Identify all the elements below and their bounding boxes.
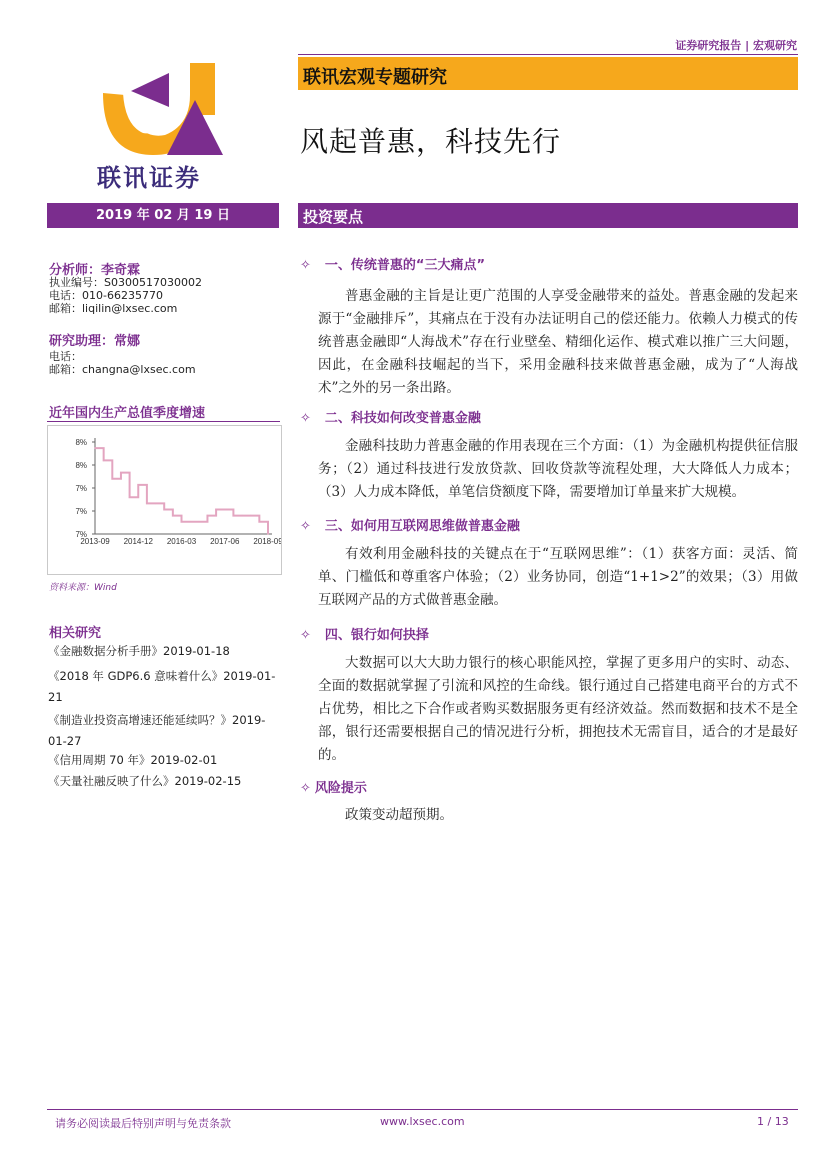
data-point [207, 515, 209, 517]
data-point [172, 515, 174, 517]
x-tick-label: 2014-12 [123, 537, 153, 546]
data-point [189, 521, 191, 523]
section-title: 二、科技如何改变普惠金融 [324, 411, 481, 426]
section-heading-2 [300, 407, 481, 426]
page-number: 1 / 13 [757, 1115, 789, 1128]
x-tick-label: 2013-09 [80, 537, 110, 546]
section-body-3: 有效利用金融科技的关键点在于“互联网思维”：（1）获客方面：灵活、简单、门槛低和尊重客户体验；（2）业务协同，创造“1+1>2”的效果；（3）用做互联网产品的方式做普惠金融。 [318, 546, 798, 608]
x-tick-label: 2016-03 [166, 537, 197, 546]
risk-title: 风险提示 [314, 781, 367, 796]
related-item[interactable]: 《制造业投资高增速还能延续吗？》2019-01-27 [48, 713, 266, 748]
chart-heading: 近年国内生产总值季度增速 [49, 406, 206, 421]
data-point [259, 521, 261, 523]
x-tick-label: 2017-06 [210, 537, 240, 546]
data-point [267, 533, 269, 535]
y-tick-label: 8% [75, 461, 87, 470]
section-heading-4 [300, 624, 429, 643]
data-point [215, 509, 217, 511]
data-point [198, 521, 200, 523]
page-title: 风起普惠，科技先行 [300, 125, 562, 158]
section-title: 四、银行如何抉择 [324, 628, 429, 643]
related-item[interactable]: 《天量社融反映了什么》2019-02-15 [48, 774, 242, 788]
summary-banner [298, 203, 798, 228]
chart-source: 资料来源：Wind [49, 583, 117, 593]
section-body-4: 大数据可以大大助力银行的核心职能风控，掌握了更多用户的实时、动态、全面的数据就掌握了引流和风控的生命线。银行通过自己搭建电商平台的方式不占优势，相比之下合作或者购买数据服务更有经济效益。然而数据和技术不是全部，银行还需要根据自己的情况进行分析，拥抱技术无需盲目，适合的才是最好的。 [318, 655, 798, 763]
gdp-growth-chart [47, 425, 282, 575]
section-body-2: 金融科技助力普惠金融的作用表现在三个方面：（1）为金融机构提供征信服务；（2）通过科技进行发放贷款、回收贷款等流程处理，大大降低人力成本；（3）人力成本降低，单笔信贷额度下降，需要增加订单量来扩大规模。 [318, 438, 798, 500]
analyst-license: 执业编号：S0300517030002 [49, 276, 202, 289]
data-point [112, 478, 114, 480]
data-point [181, 521, 183, 523]
data-point [94, 447, 96, 449]
data-point [233, 515, 235, 517]
data-point [137, 484, 139, 486]
section-title: 三、如何用互联网思维做普惠金融 [324, 519, 520, 534]
section-body-1: 普惠金融的主旨是让更广范围的人享受金融带来的益处。普惠金融的发起来源于“金融排斥”，其痛点在于没有办法证明自己的偿还能力。依赖人力模式的传统普惠金融即“人海战术”存在行业壁垒、精细化运作、模式难以推广三大问题，因此，在金融科技崛起的当下，采用金融科技来做普惠金融，成为了“人海战术”之外的另一条出路。 [318, 288, 798, 396]
diamond-bullet-icon: ✧ [300, 411, 311, 426]
related-research-heading: 相关研究 [49, 626, 102, 641]
footer-divider [47, 1109, 798, 1110]
risk-heading [300, 777, 367, 796]
data-point [146, 503, 148, 505]
diamond-bullet-icon: ✧ [300, 258, 311, 273]
data-point [163, 509, 165, 511]
section-heading-3 [300, 515, 520, 534]
y-tick-label: 7% [75, 484, 87, 493]
disclaimer-link[interactable]: 请务必阅读最后特别声明与免责条款 [55, 1117, 231, 1130]
diamond-bullet-icon: ✧ [300, 519, 311, 534]
assistant-heading: 研究助理：常娜 [49, 334, 141, 349]
data-point [241, 515, 243, 517]
section-heading-1 [300, 254, 485, 273]
analyst-email[interactable]: 邮箱：liqilin@lxsec.com [49, 302, 178, 315]
y-tick-label: 8% [75, 438, 87, 447]
data-point [250, 515, 252, 517]
chart-canvas [48, 426, 281, 574]
related-item[interactable]: 《2018 年 GDP6.6 意味着什么》2019-01-21 [48, 669, 276, 704]
data-point [155, 503, 157, 505]
data-point [120, 472, 122, 474]
chart-heading-divider [47, 421, 280, 422]
website-link[interactable]: www.lxsec.com [380, 1115, 465, 1128]
report-date: 2019 年 02 月 19 日 [47, 203, 279, 228]
assistant-phone: 电话： [49, 350, 82, 363]
x-tick-label: 2018-09 [253, 537, 281, 546]
related-item[interactable]: 《信用周期 70 年》2019-02-01 [48, 753, 218, 767]
analyst-heading: 分析师：李奇霖 [49, 263, 141, 278]
summary-heading: 投资要点 [303, 208, 364, 226]
series-title: 联讯宏观专题研究 [303, 67, 447, 88]
assistant-email[interactable]: 邮箱：changna@lxsec.com [49, 363, 196, 376]
diamond-bullet-icon: ✧ [300, 781, 311, 796]
header-divider [298, 54, 798, 55]
data-point [224, 509, 226, 511]
risk-body: 政策变动超预期。 [345, 807, 453, 823]
section-title: 一、传统普惠的“三大痛点” [324, 258, 485, 273]
related-item[interactable]: 《金融数据分析手册》2019-01-18 [48, 644, 230, 658]
logo-wordmark: 联讯证券 [97, 163, 201, 192]
data-point [103, 460, 105, 462]
y-tick-label: 7% [75, 507, 87, 516]
y-tick-label: 7% [75, 530, 87, 539]
analyst-phone: 电话：010-66235770 [49, 289, 163, 302]
series-banner [298, 57, 798, 90]
diamond-bullet-icon: ✧ [300, 628, 311, 643]
report-category-tag: 证券研究报告 | 宏观研究 [675, 39, 797, 52]
data-point [129, 496, 131, 498]
